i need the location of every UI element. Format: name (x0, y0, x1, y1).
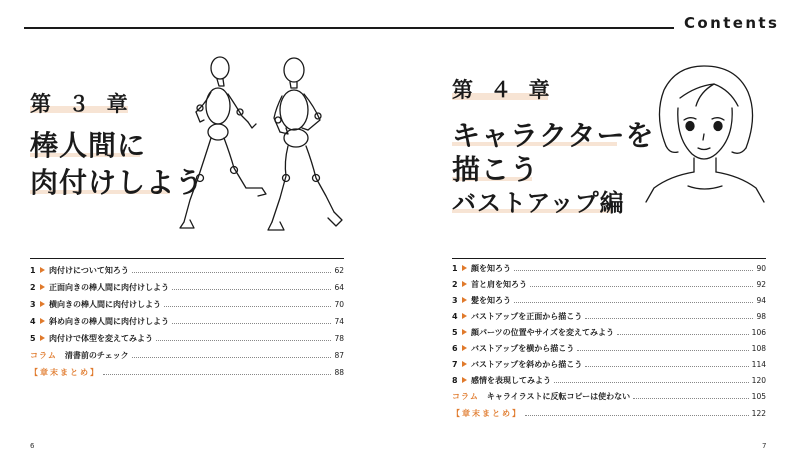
toc-item-title: 斜め向きの棒人間に肉付けしよう (49, 316, 169, 326)
toc-item-title: バストアップを横から描こう (471, 343, 575, 353)
toc-item-title: 肉付けについて知ろう (49, 265, 129, 275)
toc-leader-dots (633, 398, 749, 399)
toc-item-title: 正面向きの棒人間に肉付けしよう (49, 282, 169, 292)
column-page: 105 (751, 391, 766, 401)
triangle-arrow-icon (462, 313, 467, 319)
toc-item-number: 5 (452, 327, 458, 337)
toc-item-title: 顔パーツの位置やサイズを変えてみよう (471, 327, 615, 337)
chapter-summary-label: 【章末まとめ】 (30, 367, 100, 377)
chapter-summary-label: 【章末まとめ】 (452, 408, 522, 418)
toc-row[interactable] (30, 298, 344, 310)
toc-leader-dots (514, 302, 753, 303)
toc-item-number: 6 (452, 343, 458, 353)
chapter4-title-line-2: 描こう (452, 153, 540, 186)
chapter4-label: 第 ４ 章 (452, 78, 555, 102)
page-number-left: 6 (30, 442, 35, 450)
toc-item-number: 3 (30, 299, 36, 309)
toc-row[interactable] (452, 358, 766, 370)
toc-item-page: 64 (334, 282, 344, 292)
toc-row[interactable] (452, 278, 766, 290)
toc-row[interactable] (30, 332, 344, 344)
toc-leader-dots (514, 270, 753, 271)
column-title: 清書前のチェック (64, 350, 129, 360)
chapter3-toc (30, 258, 344, 378)
toc-item-page: 106 (751, 327, 766, 337)
toc-row[interactable] (452, 326, 766, 338)
toc-item-page: 74 (334, 316, 344, 326)
triangle-arrow-icon (40, 284, 45, 290)
toc-item-page: 98 (756, 311, 766, 321)
toc-item-number: 3 (452, 295, 458, 305)
summary-page: 88 (334, 367, 344, 377)
toc-item-page: 78 (334, 333, 344, 343)
toc-column-row[interactable] (30, 349, 344, 361)
toc-row[interactable] (30, 264, 344, 276)
toc-item-title: 横向きの棒人間に肉付けしよう (49, 299, 161, 309)
toc-row[interactable] (452, 374, 766, 386)
toc-row[interactable] (452, 294, 766, 306)
toc-row[interactable] (30, 315, 344, 327)
toc-item-number: 2 (452, 279, 458, 289)
toc-item-title: 首と肩を知ろう (471, 279, 527, 289)
toc-column-row[interactable] (452, 390, 766, 402)
toc-item-number: 2 (30, 282, 36, 292)
chapter3-label: 第 ３ 章 (30, 92, 133, 116)
toc-row[interactable] (30, 281, 344, 293)
chapter3-title-line-2: 肉付けしよう (30, 166, 205, 199)
toc-leader-dots (530, 286, 753, 287)
toc-leader-dots (172, 323, 331, 324)
toc-item-number: 7 (452, 359, 458, 369)
triangle-arrow-icon (462, 377, 467, 383)
mannequin-figure-2 (268, 58, 342, 230)
toc-item-page: 114 (751, 359, 766, 369)
toc-leader-dots (554, 382, 749, 383)
toc-summary-row[interactable] (30, 366, 344, 378)
toc-leader-dots (172, 289, 331, 290)
toc-leader-dots (577, 350, 748, 351)
toc-leader-dots (156, 340, 331, 341)
toc-row[interactable] (452, 310, 766, 322)
toc-item-number: 8 (452, 375, 458, 385)
triangle-arrow-icon (40, 267, 45, 273)
toc-item-page: 92 (756, 279, 766, 289)
toc-item-number: 5 (30, 333, 36, 343)
column-title: キャライラストに反転コピーは使わない (486, 391, 631, 401)
toc-item-number: 4 (452, 311, 458, 321)
toc-leader-dots (132, 357, 332, 358)
toc-leader-dots (585, 318, 753, 319)
toc-row[interactable] (452, 342, 766, 354)
toc-leader-dots (132, 272, 332, 273)
toc-item-number: 1 (452, 263, 458, 273)
column-page: 87 (334, 350, 344, 360)
toc-item-page: 62 (334, 265, 344, 275)
toc-leader-dots (164, 306, 331, 307)
column-tag: コラム (452, 391, 479, 401)
toc-item-number: 4 (30, 316, 36, 326)
chapter4-title-line-1: キャラクターを (452, 119, 655, 152)
triangle-arrow-icon (462, 297, 467, 303)
contents-title: Contents (684, 14, 780, 32)
toc-item-page: 70 (334, 299, 344, 309)
triangle-arrow-icon (462, 345, 467, 351)
toc-item-title: 髪を知ろう (471, 295, 511, 305)
toc-item-page: 108 (751, 343, 766, 353)
toc-leader-dots (617, 334, 749, 335)
triangle-arrow-icon (40, 335, 45, 341)
triangle-arrow-icon (40, 301, 45, 307)
toc-item-number: 1 (30, 265, 36, 275)
mannequin-figure-1 (180, 57, 266, 228)
chapter3-toc-top-rule (30, 258, 344, 259)
mannequin-runners-illustration (176, 50, 366, 238)
triangle-arrow-icon (462, 265, 467, 271)
girl-hair (659, 66, 752, 153)
girl-face (678, 108, 732, 159)
toc-item-title: 感情を表現してみよう (471, 375, 551, 385)
chapter4-toc (452, 258, 766, 428)
summary-page: 122 (751, 408, 766, 418)
toc-item-page: 120 (751, 375, 766, 385)
chapter4-toc-top-rule (452, 258, 766, 259)
girl-neck-shoulders (646, 158, 764, 202)
toc-item-title: バストアップを正面から描こう (471, 311, 583, 321)
toc-leader-dots (103, 374, 331, 375)
chapter4-title-line-3: バストアップ編 (452, 189, 625, 217)
triangle-arrow-icon (462, 361, 467, 367)
triangle-arrow-icon (462, 281, 467, 287)
column-tag: コラム (30, 350, 57, 360)
triangle-arrow-icon (462, 329, 467, 335)
page-number-right: 7 (762, 442, 767, 450)
triangle-arrow-icon (40, 318, 45, 324)
girl-bust-illustration (640, 56, 780, 204)
toc-item-title: 肉付けで体型を変えてみよう (49, 333, 153, 343)
toc-row[interactable] (452, 262, 766, 274)
toc-leader-dots (525, 415, 749, 416)
header-rule (24, 27, 674, 29)
toc-item-title: 顔を知ろう (471, 263, 511, 273)
toc-item-page: 90 (756, 263, 766, 273)
toc-item-page: 94 (756, 295, 766, 305)
toc-leader-dots (585, 366, 748, 367)
chapter3-title-line-1: 棒人間に (30, 129, 147, 162)
toc-summary-row[interactable] (452, 407, 766, 419)
toc-item-title: バストアップを斜めから描こう (471, 359, 583, 369)
